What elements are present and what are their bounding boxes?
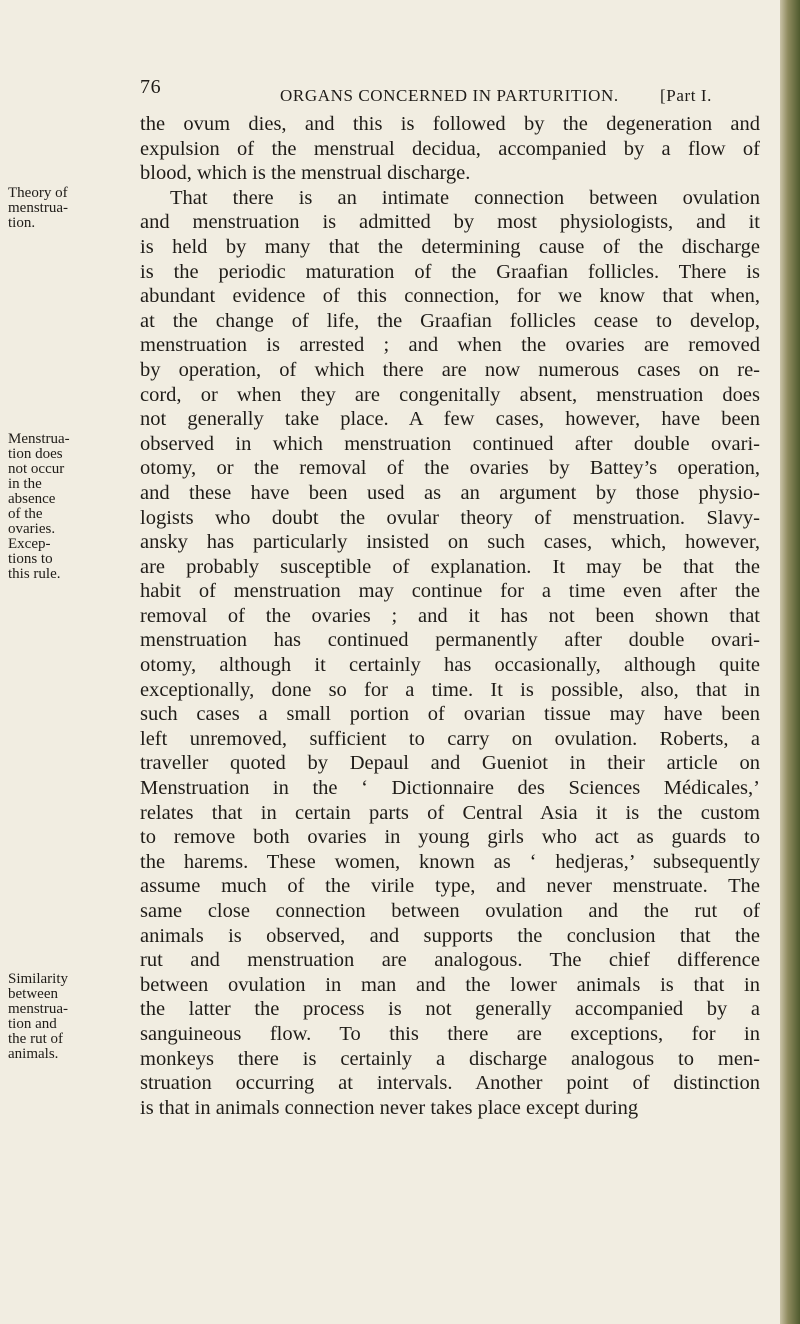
text-line: left unremoved, sufficient to carry on ovulation. Roberts, a [140, 727, 760, 750]
text-line: logists who doubt the ovular theory of menstruation. Slavy- [140, 506, 760, 529]
text-line: is the periodic maturation of the Graafian follicles. There is [140, 260, 760, 283]
margin-note-line: menstrua- [8, 1001, 68, 1017]
margin-note-line: tions to [8, 551, 53, 567]
text-line: That there is an intimate connection between ovulation [170, 186, 760, 209]
text-line: same close connection between ovulation and the rut of [140, 900, 760, 922]
body-text [140, 112, 760, 1120]
margin-note-line: Excep- [8, 536, 51, 552]
running-title: ORGANS CONCERNED IN PARTURITION. [280, 86, 619, 105]
margin-note-line: the rut of [8, 1031, 63, 1047]
text-line: expulsion of the menstrual decidua, accompanied by a flow of [140, 137, 760, 160]
text-line: relates that in certain parts of Central Asia it is the custom [140, 801, 760, 824]
text-line: traveller quoted by Depaul and Gueniot in their article on [140, 752, 760, 775]
text-line: and menstruation is admitted by most physiologists, and it [140, 211, 760, 234]
text-line: is held by many that the determining cause of the discharge [140, 235, 760, 258]
text-line: otomy, or the removal of the ovaries by Battey’s operation, [140, 457, 760, 480]
text-line: animals is observed, and supports the conclusion that the [140, 924, 760, 947]
text-line: the latter the process is not generally accompanied by a [140, 998, 760, 1021]
text-line: menstruation has continued permanently after double ovari- [140, 629, 760, 652]
text-line: observed in which menstruation continued after double ovari- [140, 432, 760, 455]
margin-note-line: tion. [8, 215, 36, 231]
page-edge [780, 0, 800, 1324]
text-line: blood, which is the menstrual discharge. [140, 162, 471, 185]
text-line: to remove both ovaries in young girls who act as guards to [140, 826, 760, 849]
text-line: habit of menstruation may continue for a time even after the [140, 580, 760, 603]
text-line: sanguineous flow. To this there are exceptions, for in [140, 1022, 760, 1045]
text-line: the ovum dies, and this is followed by the degeneration and [140, 113, 760, 135]
margin-note-absence [8, 432, 128, 582]
margin-note-line: in the [8, 476, 42, 492]
text-line: rut and menstruation are analogous. The chief difference [140, 949, 760, 972]
text-line: such cases a small portion of ovarian tissue may have been [140, 703, 760, 726]
margin-note-line: of the [8, 506, 43, 522]
text-line: menstruation is arrested ; and when the ovaries are removed [140, 334, 760, 357]
margin-note-line: Theory of [8, 185, 68, 201]
text-line: removal of the ovaries ; and it has not been shown that [140, 604, 760, 627]
part-label: [Part I. [660, 86, 713, 105]
text-line: between ovulation in man and the lower animals is that in [140, 973, 760, 996]
running-header [140, 76, 770, 112]
text-line: is that in animals connection never takes place except during [140, 1096, 639, 1119]
margin-note-line: absence [8, 491, 56, 507]
text-line: the harems. These women, known as ‘ hedjeras,’ subsequently [140, 850, 760, 873]
text-line: are probably susceptible of explanation. It may be that the [140, 555, 760, 578]
margin-note-line: this rule. [8, 566, 61, 582]
text-line: ansky has particularly insisted on such cases, which, however, [140, 531, 760, 554]
text-line: not generally take place. A few cases, however, have been [140, 408, 760, 431]
margin-note-line: between [8, 986, 58, 1002]
text-line: struation occurring at intervals. Another point of distinction [140, 1072, 760, 1095]
text-line: and these have been used as an argument by those physio- [140, 481, 760, 504]
margin-note-similarity [8, 972, 128, 1062]
margin-note-line: tion does [8, 446, 63, 462]
margin-note-line: Menstrua- [8, 431, 70, 447]
margin-note-line: menstrua- [8, 200, 68, 216]
margin-note-line: Similarity [8, 971, 68, 987]
text-line: monkeys there is certainly a discharge analogous to men- [140, 1047, 760, 1070]
text-line: abundant evidence of this connection, for we know that when, [140, 285, 760, 308]
margin-note-line: ovaries. [8, 521, 56, 537]
margin-note-line: not occur [8, 461, 65, 477]
text-line: otomy, although it certainly has occasionally, although quite [140, 654, 760, 677]
margin-note-line: tion and [8, 1016, 57, 1032]
text-line: Menstruation in the ‘ Dictionnaire des Sciences Médicales,’ [140, 777, 760, 800]
margin-note-line: animals. [8, 1046, 59, 1062]
text-line: assume much of the virile type, and never menstruate. The [140, 875, 760, 898]
text-line: cord, or when they are congenitally absent, menstruation does [140, 383, 760, 406]
page-number: 76 [140, 76, 162, 98]
text-line: at the change of life, the Graafian follicles cease to develop, [140, 309, 760, 332]
text-line: by operation, of which there are now numerous cases on re- [140, 358, 760, 381]
text-line: exceptionally, done so for a time. It is possible, also, that in [140, 678, 760, 701]
margin-note-theory [8, 186, 128, 231]
